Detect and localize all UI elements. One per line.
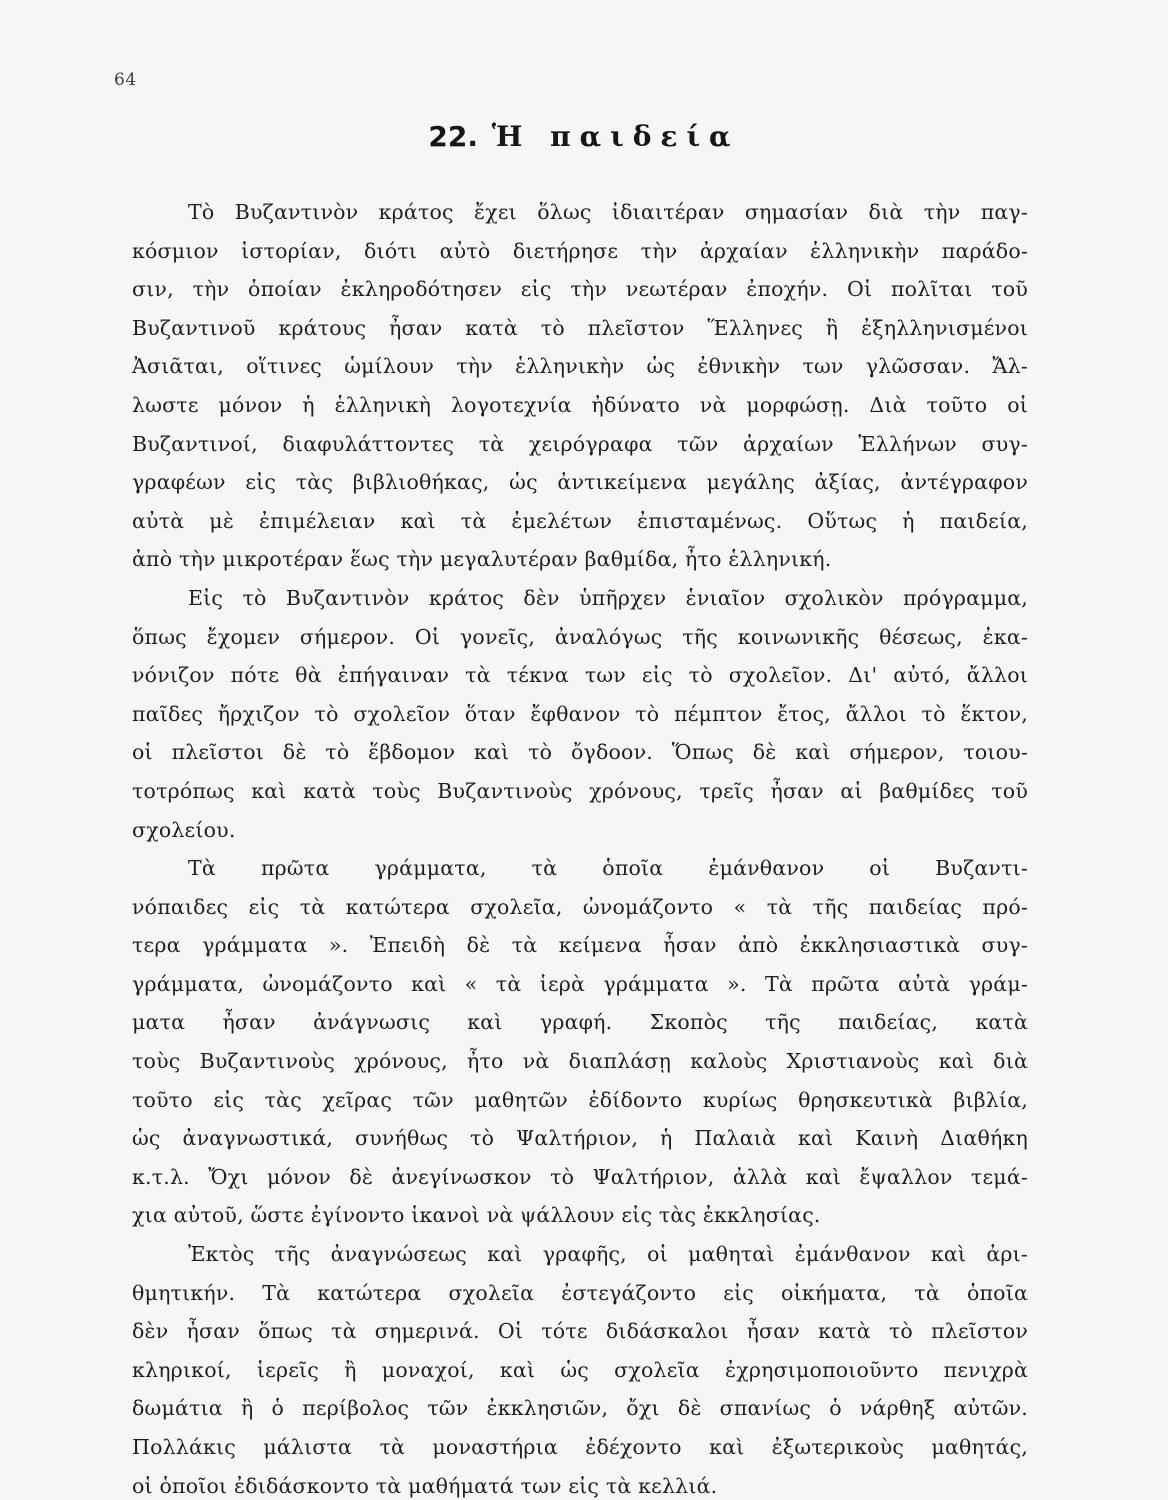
text-line: ἀπὸ τὴν μικροτέραν ἕως τὴν μεγαλυτέραν βαθμίδα, ἦτο ἑλληνική. (132, 547, 832, 572)
text-line: Ἀσιᾶται, οἵτινες ὡμίλουν τὴν ἑλληνικὴν ὡς ἐθνικὴν των γλῶσσαν. Ἄλ- (132, 354, 1028, 379)
text-line: κληρικοί, ἱερεῖς ἢ μοναχοί, καὶ ὡς σχολεῖα ἐχρησιμοποιοῦντο πενιχρὰ (132, 1357, 1028, 1382)
paragraph-3 (132, 849, 1028, 1235)
paragraph-4 (132, 1235, 1028, 1500)
text-line: λωστε μόνον ἡ ἑλληνικὴ λογοτεχνία ἠδύνατο νὰ μορφώσῃ. Διὰ τοῦτο οἱ (132, 392, 1028, 417)
text-line: Τὸ Βυζαντινὸν κράτος ἔχει ὅλως ἰδιαιτέραν σημασίαν διὰ τὴν παγ- (188, 200, 1028, 224)
text-line: Ἐκτὸς τῆς ἀναγνώσεως καὶ γραφῆς, οἱ μαθηταὶ ἐμάνθανον καὶ ἀρι- (188, 1242, 1028, 1267)
text-line: παῖδες ἤρχιζον τὸ σχολεῖον ὅταν ἔφθανον τὸ πέμπτον ἔτος, ἄλλοι τὸ ἕκτον, (132, 701, 1028, 726)
text-line: σιν, τὴν ὁποίαν ἐκληροδότησεν εἰς τὴν νεωτέραν ἐποχήν. Οἱ πολῖται τοῦ (132, 277, 1028, 302)
text-line: ὅπως ἔχομεν σήμερον. Οἱ γονεῖς, ἀναλόγως τῆς κοινωνικῆς θέσεως, ἐκα- (132, 624, 1028, 649)
text-line: δὲν ἦσαν ὅπως τὰ σημερινά. Οἱ τότε διδάσκαλοι ἦσαν κατὰ τὸ πλεῖστον (132, 1319, 1028, 1344)
text-line: τοῦτο εἰς τὰς χεῖρας τῶν μαθητῶν ἐδίδοντο κυρίως θρησκευτικὰ βιβλία, (132, 1087, 1028, 1112)
text-line: σχολείου. (132, 817, 236, 842)
page-number: 64 (114, 70, 137, 90)
text-line: οἱ πλεῖστοι δὲ τὸ ἕβδομον καὶ τὸ ὄγδοον. Ὅπως δὲ καὶ σήμερον, τοιου- (132, 740, 1028, 765)
text-line: Εἰς τὸ Βυζαντινὸν κράτος δὲν ὑπῆρχεν ἑνιαῖον σχολικὸν πρόγραμμα, (188, 585, 1028, 610)
section-title: Ἡ παιδεία (491, 120, 740, 153)
text-line: ὡς ἀναγνωστικά, συνήθως τὸ Ψαλτήριον, ἡ Παλαιὰ καὶ Καινὴ Διαθήκη (132, 1126, 1028, 1151)
text-line: γράμματα, ὠνομάζοντο καὶ « τὰ ἱερὰ γράμματα ». Τὰ πρῶτα αὐτὰ γράμ- (132, 971, 1028, 996)
text-line: χια αὐτοῦ, ὥστε ἐγίνοντο ἱκανοὶ νὰ ψάλλουν εἰς τὰς ἐκκλησίας. (132, 1203, 821, 1228)
body-text (132, 193, 1028, 1500)
text-line: θμητικήν. Τὰ κατώτερα σχολεῖα ἐστεγάζοντο εἰς οἰκήματα, τὰ ὁποῖα (132, 1280, 1028, 1305)
text-line: Βυζαντινοῦ κράτους ἦσαν κατὰ τὸ πλεῖστον Ἕλληνες ἢ ἐξηλληνισμένοι (132, 315, 1028, 340)
text-line: κ.τ.λ. Ὄχι μόνον δὲ ἀνεγίνωσκον τὸ Ψαλτήριον, ἀλλὰ καὶ ἔψαλλον τεμά- (132, 1164, 1028, 1189)
text-line: Βυζαντινοί, διαφυλάττοντες τὰ χειρόγραφα τῶν ἀρχαίων Ἑλλήνων συγ- (132, 431, 1028, 456)
text-line: τοὺς Βυζαντινοὺς χρόνους, ἦτο νὰ διαπλάσῃ καλοὺς Χριστιανοὺς καὶ διὰ (132, 1049, 1028, 1074)
text-line: αὐτὰ μὲ ἐπιμέλειαν καὶ τὰ ἐμελέτων ἐπισταμένως. Οὕτως ἡ παιδεία, (132, 508, 1028, 533)
text-line: τερα γράμματα ». Ἐπειδὴ δὲ τὰ κείμενα ἦσαν ἀπὸ ἐκκλησιαστικὰ συγ- (132, 933, 1028, 958)
text-line: δωμάτια ἢ ὁ περίβολος τῶν ἐκκλησιῶν, ὄχι δὲ σπανίως ὁ νάρθηξ αὐτῶν. (132, 1396, 1028, 1421)
paragraph-1 (132, 193, 1028, 579)
paragraph-2 (132, 579, 1028, 849)
text-line: ματα ἦσαν ἀνάγνωσις καὶ γραφή. Σκοπὸς τῆς παιδείας, κατὰ (132, 1010, 1028, 1035)
text-line: Πολλάκις μάλιστα τὰ μοναστήρια ἐδέχοντο καὶ ἐξωτερικοὺς μαθητάς, (132, 1435, 1028, 1459)
text-line: νόπαιδες εἰς τὰ κατώτερα σχολεῖα, ὠνομάζοντο « τὰ τῆς παιδείας πρό- (132, 894, 1028, 919)
text-line: τοτρόπως καὶ κατὰ τοὺς Βυζαντινοὺς χρόνους, τρεῖς ἦσαν αἱ βαθμίδες τοῦ (132, 778, 1028, 803)
text-line: Τὰ πρῶτα γράμματα, τὰ ὁποῖα ἐμάνθανον οἱ Βυζαντι- (188, 856, 1028, 881)
section-heading (0, 120, 1168, 153)
text-line: γραφέων εἰς τὰς βιβλιοθήκας, ὡς ἀντικείμενα μεγάλης ἀξίας, ἀντέγραφον (132, 470, 1028, 495)
section-number: 22. (428, 120, 479, 153)
text-line: νόνιζον πότε θὰ ἐπήγαιναν τὰ τέκνα των εἰς τὸ σχολεῖον. Δι' αὐτό, ἄλλοι (132, 663, 1028, 688)
text-line: οἱ ὁποῖοι ἐδιδάσκοντο τὰ μαθήματά των εἰς τὰ κελλιά. (132, 1473, 718, 1498)
text-line: κόσμιον ἱστορίαν, διότι αὐτὸ διετήρησε τὴν ἀρχαίαν ἑλληνικὴν παράδο- (132, 238, 1028, 263)
